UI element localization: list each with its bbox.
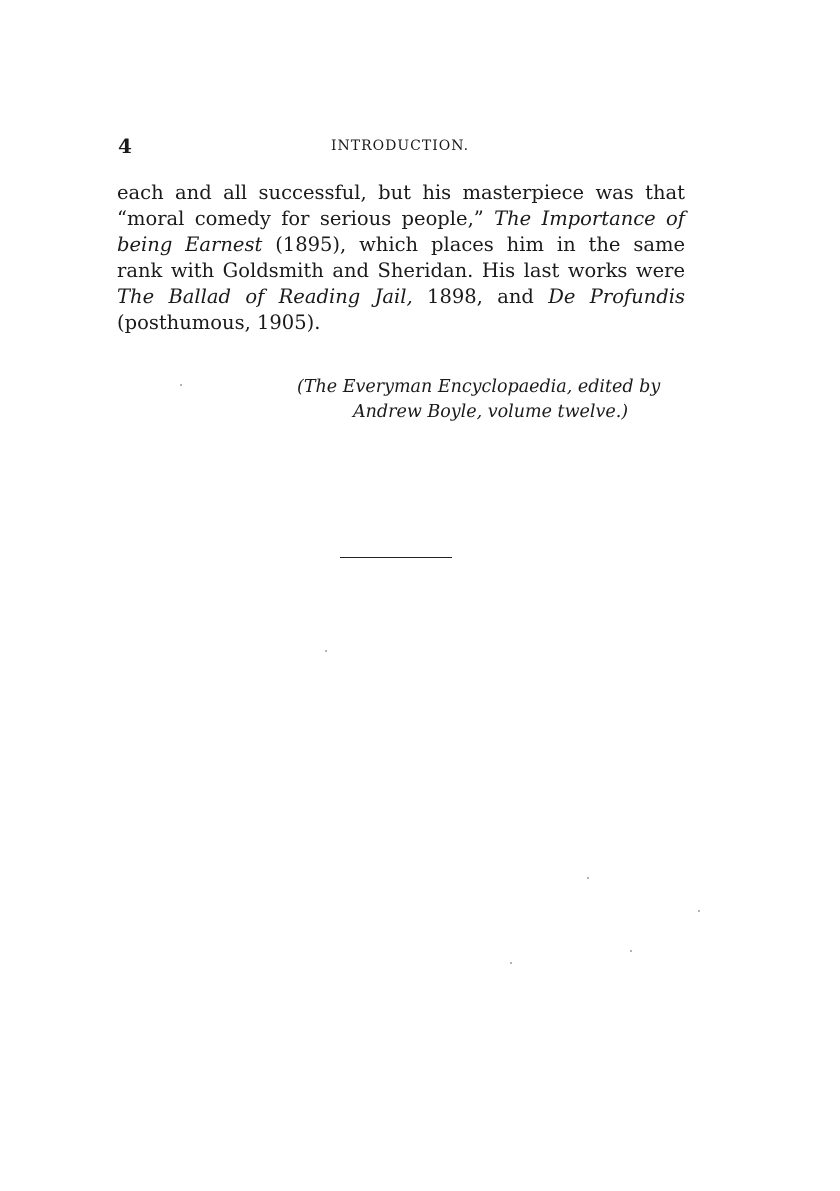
- paper-speck: [587, 877, 589, 879]
- paper-speck: [698, 910, 700, 912]
- text-run: (posthumous, 1905).: [117, 311, 321, 334]
- text-line: [117, 310, 685, 336]
- book-title: The Ballad of Reading Jail,: [117, 285, 413, 308]
- citation-line: Andrew Boyle, volume twelve.): [353, 402, 629, 422]
- body-paragraph: [117, 180, 685, 336]
- book-title: De Profundis: [548, 285, 685, 308]
- book-title: The Importance of: [494, 207, 685, 230]
- text-run: each and all successful, but his masterpiece was that: [117, 181, 685, 204]
- paper-speck: [180, 384, 182, 386]
- text-run: (1895), which places him in the same: [262, 233, 686, 256]
- paper-speck: [325, 650, 327, 652]
- paper-speck: [630, 950, 632, 952]
- running-title: INTRODUCTION.: [331, 138, 470, 154]
- page-number: 4: [118, 134, 132, 158]
- text-run: rank with Goldsmith and Sheridan. His last works were: [117, 259, 685, 282]
- text-line: [117, 206, 685, 232]
- text-line: [117, 180, 685, 206]
- citation-line: (The Everyman Encyclopaedia, edited by: [297, 377, 661, 397]
- text-run: “moral comedy for serious people,”: [117, 207, 495, 230]
- text-line: [117, 232, 685, 258]
- book-title: being Earnest: [117, 233, 263, 256]
- citation: [297, 375, 687, 425]
- section-rule: [340, 557, 452, 558]
- running-head: [118, 134, 688, 158]
- text-line: [117, 258, 685, 284]
- text-run: 1898, and: [412, 285, 549, 308]
- text-line: [117, 284, 685, 310]
- paper-speck: [510, 962, 512, 964]
